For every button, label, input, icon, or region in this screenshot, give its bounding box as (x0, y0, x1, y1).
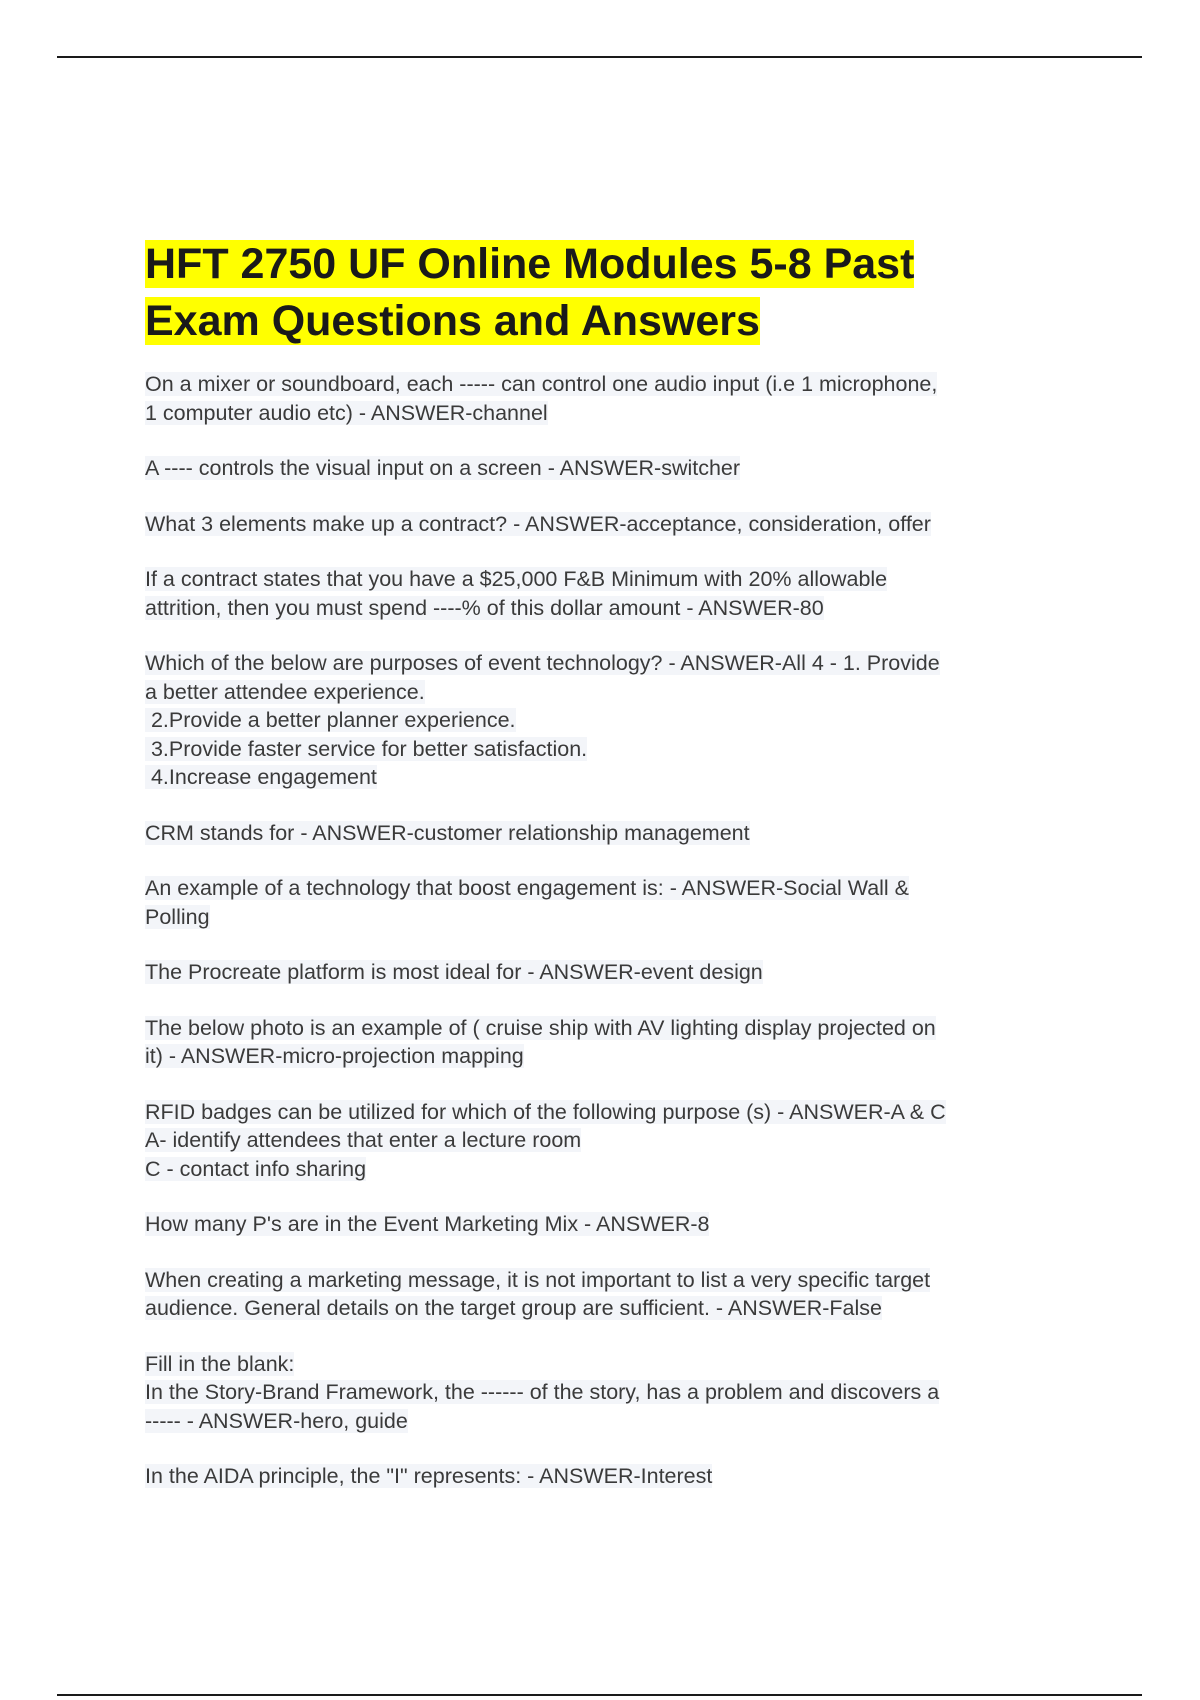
qa-text-line: attrition, then you must spend ----% of this dollar amount - ANSWER-80 (145, 595, 824, 620)
qa-text-line: In the AIDA principle, the "I" represents: - ANSWER-Interest (145, 1464, 713, 1488)
qa-item (145, 1266, 1065, 1323)
qa-item (145, 874, 1065, 931)
qa-item (145, 1462, 1065, 1491)
qa-item (145, 958, 1065, 987)
qa-text-line: A ---- controls the visual input on a screen - ANSWER-switcher (145, 456, 741, 480)
qa-text-line: An example of a technology that boost engagement is: - ANSWER-Social Wall & (145, 876, 910, 900)
qa-text-line: What 3 elements make up a contract? - ANSWER-acceptance, consideration, offer (145, 511, 931, 536)
qa-item (145, 454, 1065, 483)
footer-rule (57, 1694, 1142, 1696)
qa-text-line: The Procreate platform is most ideal for - ANSWER-event design (145, 960, 763, 984)
qa-text-line: Which of the below are purposes of event technology? - ANSWER-All 4 - 1. Provide (145, 651, 940, 675)
qa-item (145, 510, 1065, 539)
qa-item (145, 819, 1065, 848)
qa-text-line: RFID badges can be utilized for which of the following purpose (s) - ANSWER-A & C (145, 1099, 946, 1124)
qa-text-line: Polling (145, 904, 210, 929)
qa-text-line: On a mixer or soundboard, each ----- can control one audio input (i.e 1 microphone, (145, 372, 938, 396)
qa-text-line: How many P's are in the Event Marketing Mix - ANSWER-8 (145, 1212, 710, 1236)
title-line-2: Exam Questions and Answers (145, 297, 760, 345)
qa-item (145, 1014, 1065, 1071)
qa-item (145, 649, 1065, 792)
qa-text-line: If a contract states that you have a $25,000 F&B Minimum with 20% allowable (145, 567, 888, 591)
qa-text-line: C - contact info sharing (145, 1156, 367, 1181)
document-body (145, 236, 1065, 1518)
qa-text-line: 3.Provide faster service for better satisfaction. (145, 736, 588, 761)
qa-text-line: A- identify attendees that enter a lecture room (145, 1128, 582, 1152)
qa-text-line: 1 computer audio etc) - ANSWER-channel (145, 400, 548, 425)
qa-text-line: audience. General details on the target group are sufficient. - ANSWER-False (145, 1296, 882, 1320)
document-title (145, 236, 1065, 350)
qa-item (145, 565, 1065, 622)
qa-text-line: ----- - ANSWER-hero, guide (145, 1408, 408, 1433)
qa-text-line: CRM stands for - ANSWER-customer relationship management (145, 820, 750, 845)
qa-text-line: 4.Increase engagement (145, 765, 377, 789)
qa-item (145, 1210, 1065, 1239)
qa-item (145, 370, 1065, 427)
qa-text-line: When creating a marketing message, it is not important to list a very specific target (145, 1267, 931, 1292)
qa-text-line: In the Story-Brand Framework, the ------ of the story, has a problem and discovers a (145, 1380, 940, 1404)
qa-text-line: Fill in the blank: (145, 1351, 295, 1376)
qa-text-line: 2.Provide a better planner experience. (145, 708, 516, 732)
qa-item (145, 1098, 1065, 1184)
qa-text-line: a better attendee experience. (145, 679, 425, 704)
header-rule (57, 56, 1142, 58)
title-line-1: HFT 2750 UF Online Modules 5-8 Past (145, 240, 915, 288)
qa-item (145, 1350, 1065, 1436)
qa-text-line: The below photo is an example of ( cruise ship with AV lighting display projected on (145, 1015, 936, 1040)
qa-text-line: it) - ANSWER-micro-projection mapping (145, 1044, 524, 1068)
